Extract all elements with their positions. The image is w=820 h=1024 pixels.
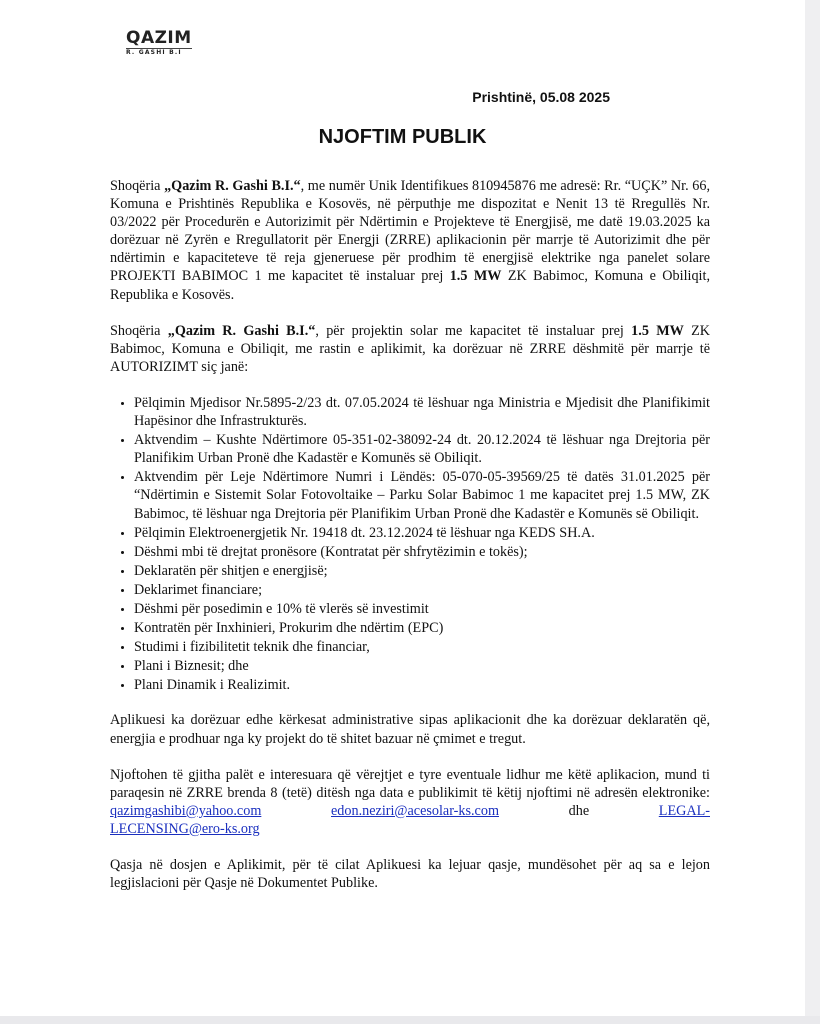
logo-word: QAZIM [126,28,192,48]
list-item: • Pëlqimin Elektroenergjetik Nr. 19418 dt. 23.12.2024 të lëshuar nga KEDS SH.A. [134,524,710,542]
list-item: • Pëlqimin Mjedisor Nr.5895-2/23 dt. 07.05.2024 të lëshuar nga Ministria e Mjedisit dhe Planifikimit Hapësinor dhe Infrastrukturës. [134,394,710,430]
capacity-value: 1.5 MW [631,322,684,339]
page-edge-right [805,0,820,1024]
logo-subtitle: R. GASHI B.I [126,48,192,57]
paragraph-application: Shoqëria „Qazim R. Gashi B.I.“, me numër Unik Identifikues 810945876 me adresë: Rr. “UÇK” Nr. 66, Komuna e Prishtinës Republika e Kosovës, në përputhje me dispozitat e Nenit 13 të Rregullës Nr. 03/2022 për Procedurën e Autorizimit për Ndërtimin e Projekteve të Energjisë, me datë 19.03.2025 ka dorëzuar në Zyrën e Rregullatorit për Energji (ZRRE) aplikacionin për marrje të Autorizimit dhe për ndërtimin e kapaciteteve të reja gjeneruese për prodhim të energjisë elektrike nga panelet solare PROJEKTI BABIMOC 1 me kapacitet të instaluar prej 1.5 MW ZK Babimoc, Komuna e Obiliqit, Republika e Kosovës. [110,178,710,303]
document-date: Prishtinë, 05.08 2025 [472,89,610,105]
and-word: dhe [568,802,590,819]
list-item: • Dëshmi për posedimin e 10% të vlerës së investimit [134,600,710,618]
email-link-ero[interactable]: LEGAL-LECENSING@ero-ks.org [110,802,710,837]
list-item: • Aktvendim – Kushte Ndërtimore 05-351-02-38092-24 dt. 20.12.2024 të lëshuar nga Drejtoria për Planifikim Urban Pronë dhe Kadastër e Komunës së Obiliqit. [134,431,710,467]
documents-list [110,394,710,695]
company-logo [126,30,192,57]
paragraph-evidence: Shoqëria „Qazim R. Gashi B.I.“, për projektin solar me kapacitet të instaluar prej 1.5 MW ZK Babimoc, Komuna e Obiliqit, me rastin e aplikimit, ka dorëzuar në ZRRE dëshmitë për marrje të AUTORIZIMT siç janë: [110,322,710,375]
paragraph-declaration: Aplikuesi ka dorëzuar edhe kërkesat administrative sipas aplikacionit dhe ka dorëzuar deklaratën që, energjia e prodhuar nga ky projekt do të shitet bazuar në çmimet e tregut. [110,712,710,747]
company-name: „Qazim R. Gashi B.I.“ [167,322,316,339]
capacity-value: 1.5 MW [449,268,502,285]
document-title: NJOFTIM PUBLIK [318,126,487,148]
paragraph-notice: Njoftohen të gjitha palët e interesuara që vërejtjet e tyre eventuale lidhur me këtë aplikacion, mund ti paraqesin në ZRRE brenda 8 (tetë) ditësh nga data e publikimit të këtij njoftimi në adresën elektronike: qazimgashibi@yahoo.com edon.neziri@acesolar-ks.com dhe LEGAL-LECENSING@ero-ks.org [110,766,710,837]
page-edge-bottom [0,1016,820,1024]
list-item: • Aktvendim për Leje Ndërtimore Numri i Lëndës: 05-070-05-39569/25 të datës 31.01.2025 për “Ndërtimin e Sistemit Solar Fotovoltaike – Parku Solar Babimoc 1 me kapacitet prej 1.5 MW, ZK Babimoc, të lëshuar nga Drejtoria për Planifikim Urban Pronë dhe Kadastër e Komunës së Obiliqit. [134,468,710,522]
list-item: • Plani Dinamik i Realizimit. [134,676,710,694]
list-item: • Deklaratën për shitjen e energjisë; [134,562,710,580]
email-link-qazimgashibi[interactable]: qazimgashibi@yahoo.com [110,802,262,819]
list-item: • Plani i Biznesit; dhe [134,657,710,675]
document-body [110,177,710,910]
list-item: • Studimi i fizibilitetit teknik dhe financiar, [134,638,710,656]
paragraph-access: Qasja në dosjen e Aplikimit, për të cilat Aplikuesi ka lejuar qasje, mundësohet për aq sa e lejon legjislacioni për Qasje në Dokumentet Publike. [110,857,710,892]
list-item: • Deklarimet financiare; [134,581,710,599]
company-name: „Qazim R. Gashi B.I.“ [164,178,301,194]
list-item: • Kontratën për Inxhinieri, Prokurim dhe ndërtim (EPC) [134,619,710,637]
list-item: • Dëshmi mbi të drejtat pronësore (Kontratat për shfrytëzimin e tokës); [134,543,710,561]
email-link-acesolar[interactable]: edon.neziri@acesolar-ks.com [331,802,499,819]
